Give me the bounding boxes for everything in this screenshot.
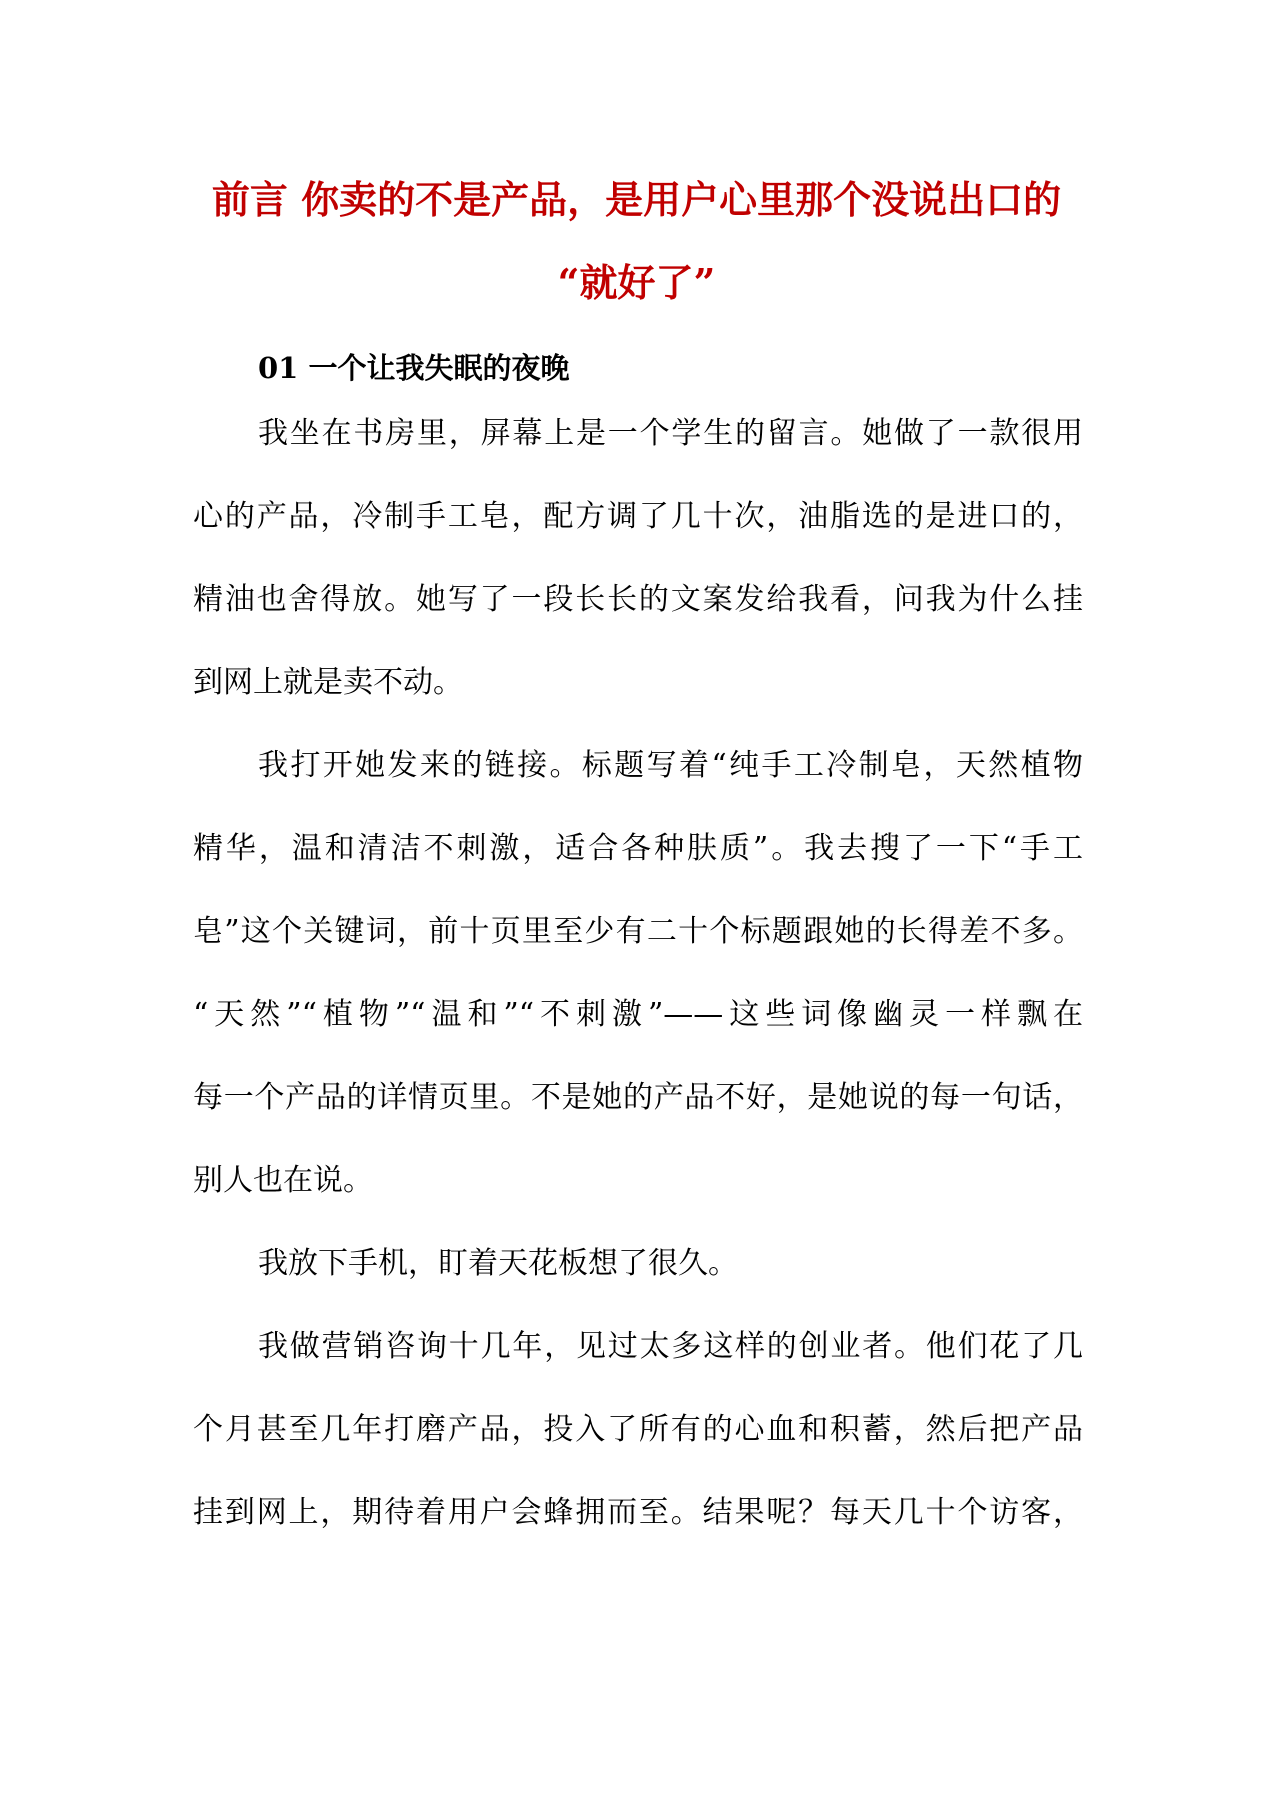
- page-title: [150, 158, 1123, 324]
- paragraph-line: 挂到网上，期待着用户会蜂拥而至。结果呢？每天几十个访客，: [193, 1495, 1083, 1530]
- paragraph-line: 心的产品，冷制手工皂，配方调了几十次，油脂选的是进口的，: [193, 499, 1083, 534]
- paragraph-1: [193, 392, 1083, 724]
- paragraph-3: [193, 1222, 1083, 1305]
- paragraph-line: “天然”“植物”“温和”“不刺激”——这些词像幽灵一样飘在: [193, 997, 1083, 1032]
- title-line-2: “就好了”: [557, 260, 716, 305]
- paragraph-4: [193, 1305, 1083, 1554]
- paragraph-2: [193, 724, 1083, 1222]
- paragraph-line: 我做营销咨询十几年，见过太多这样的创业者。他们花了几: [258, 1329, 1083, 1364]
- paragraph-line: 我打开她发来的链接。标题写着“纯手工冷制皂，天然植物: [258, 748, 1083, 783]
- section-heading: 01 一个让我失眠的夜晚: [258, 351, 570, 385]
- paragraph-line: 每一个产品的详情页里。不是她的产品不好，是她说的每一句话，: [193, 1080, 1083, 1115]
- paragraph-line: 到网上就是卖不动。: [193, 665, 463, 700]
- paragraph-line: 精油也舍得放。她写了一段长长的文案发给我看，问我为什么挂: [193, 582, 1083, 617]
- paragraph-line: 个月甚至几年打磨产品，投入了所有的心血和积蓄，然后把产品: [193, 1412, 1083, 1447]
- paragraph-line: 精华，温和清洁不刺激，适合各种肤质”。我去搜了一下“手工: [193, 831, 1083, 866]
- paragraph-line: 皂”这个关键词，前十页里至少有二十个标题跟她的长得差不多。: [193, 914, 1083, 949]
- paragraph-line: 我放下手机，盯着天花板想了很久。: [258, 1246, 738, 1281]
- paragraph-line: 别人也在说。: [193, 1163, 373, 1198]
- paragraph-line: 我坐在书房里，屏幕上是一个学生的留言。她做了一款很用: [258, 416, 1083, 451]
- title-line-1: 前言 你卖的不是产品，是用户心里那个没说出口的: [211, 177, 1062, 222]
